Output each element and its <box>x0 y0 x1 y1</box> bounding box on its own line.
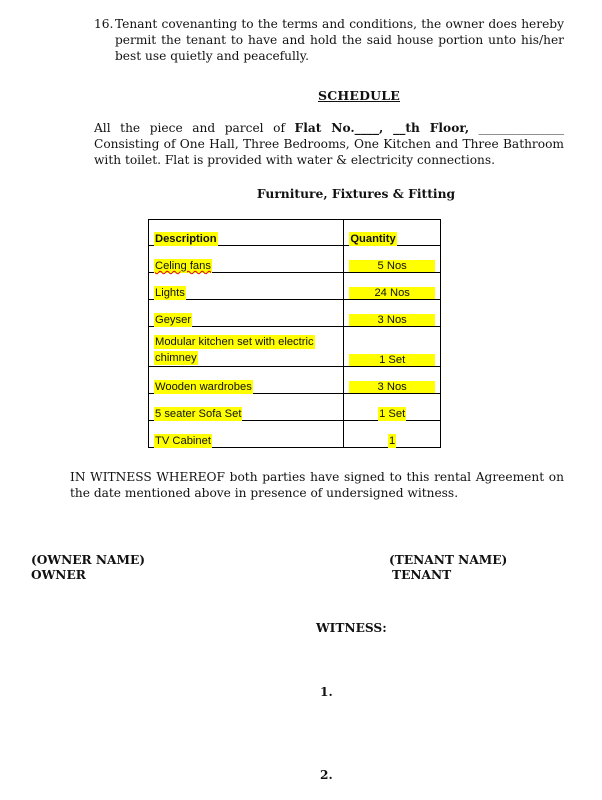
item-description: Lights <box>155 287 185 299</box>
owner-signature-block <box>31 553 145 583</box>
item-description: Celing fans <box>155 260 211 272</box>
schedule-heading: SCHEDULE <box>318 88 400 103</box>
tenant-signature-block <box>389 553 507 583</box>
owner-name: (OWNER NAME) <box>31 553 146 567</box>
schedule-paragraph <box>94 120 564 168</box>
witness-1-number: 1. <box>320 685 333 699</box>
table-row <box>149 327 441 367</box>
schedule-blank: ______________ <box>469 121 564 135</box>
clause-16 <box>94 16 564 64</box>
table-row <box>149 246 441 273</box>
header-description: Description <box>149 220 344 246</box>
item-description: Geyser <box>155 314 192 326</box>
table-row <box>149 394 441 421</box>
witness-paragraph: IN WITNESS WHEREOF both parties have signed to this rental Agreement on the date mentioned above in presence of undersigned witness. <box>70 470 564 500</box>
item-description-line2: chimney <box>155 352 197 364</box>
furniture-table <box>148 219 441 448</box>
table-row <box>149 273 441 300</box>
table-header-row <box>149 220 441 246</box>
item-description-line1: Modular kitchen set with electric <box>155 336 314 348</box>
witness-2-number: 2. <box>320 768 333 782</box>
item-quantity: 3 Nos <box>349 314 435 326</box>
item-description: 5 seater Sofa Set <box>155 408 242 420</box>
clause-number: 16. <box>94 17 114 31</box>
schedule-rest: Consisting of One Hall, Three Bedrooms, One Kitchen and Three Bathroom with toilet. Flat is provided with water & electricity connections. <box>94 137 564 167</box>
item-quantity: 5 Nos <box>349 260 435 272</box>
item-quantity: 1 Set <box>349 354 435 366</box>
furniture-title: Furniture, Fixtures & Fitting <box>256 186 456 201</box>
tenant-name: (TENANT NAME) <box>389 553 508 567</box>
item-description: TV Cabinet <box>155 435 211 447</box>
owner-role: OWNER <box>31 568 86 582</box>
tenant-role: TENANT <box>392 568 452 582</box>
item-quantity: 1 Set <box>379 408 406 420</box>
table-row <box>149 421 441 448</box>
schedule-intro: All the piece and parcel of <box>94 121 295 135</box>
item-description: Wooden wardrobes <box>155 381 252 393</box>
item-quantity: 1 <box>389 435 396 447</box>
header-quantity: Quantity <box>344 220 441 246</box>
clause-text: Tenant covenanting to the terms and conditions, the owner does hereby permit the tenant to have and hold the said house portion unto his/her best use quietly and peacefully. <box>115 17 564 63</box>
table-row <box>149 300 441 327</box>
item-quantity: 24 Nos <box>349 287 435 299</box>
table-row <box>149 367 441 394</box>
item-quantity: 3 Nos <box>349 381 435 393</box>
witness-label: WITNESS: <box>316 621 387 635</box>
flat-number-field: Flat No.____, __th Floor, <box>294 121 470 135</box>
